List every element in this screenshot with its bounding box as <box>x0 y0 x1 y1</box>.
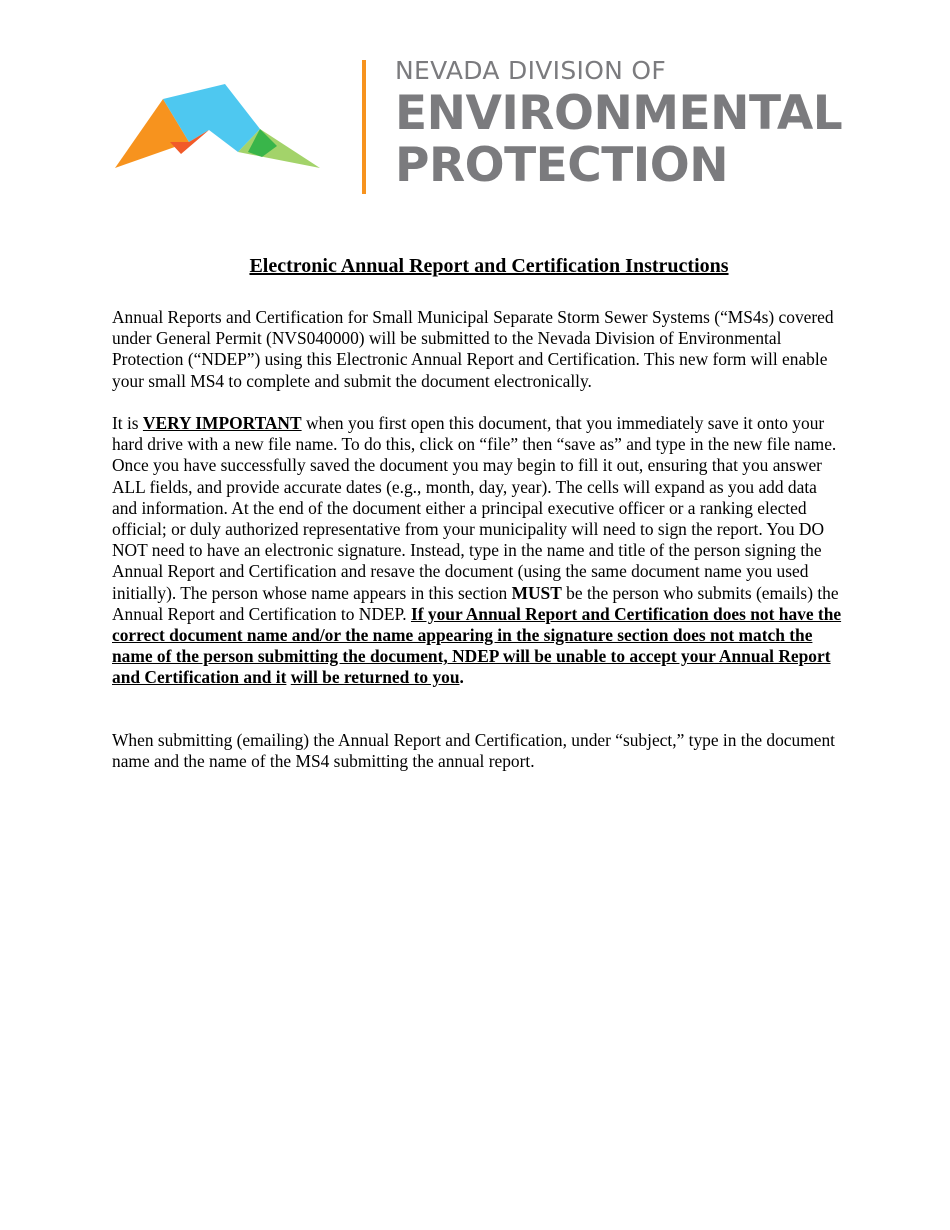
warning-part-1: If your Annual Report and Certification does not have the correct document name and/or the name appearing in the signature section does not match the name of the person submitting the document, NDEP will be unable to accept your Annual Report <box>112 603 842 667</box>
warning-part-3: will be returned to you <box>290 667 460 688</box>
instructions-paragraph <box>112 413 842 689</box>
warning-end: . <box>459 667 464 688</box>
intro-paragraph: Annual Reports and Certification for Small Municipal Separate Storm Sewer Systems (“MS4s) covered under General Permit (NVS040000) will be submitted to the Nevada Division of Environmental Protection (“NDEP”) using this Electronic Annual Report and Certification. This new form will enable your small MS4 to complete and submit the document electronically. <box>112 307 834 391</box>
logo-line-environmental: ENVIRONMENTAL <box>395 86 843 141</box>
instructions-body: when you first open this document, that you immediately save it onto your hard drive with a new file name. To do this, click on “file” then “save as” and type in the new file name. Once you have successfully saved the document you may begin to fill it out, ensuring that you answer ALL fields, and provide accurate dates (e.g., month, day, year). The cells will expand as you add data and information. At the end of the document either a principal executive officer or a ranking elected official; or duly authorized representative from your municipality will need to sign the report. You DO NOT need to have an electronic signature. Instead, type in the name and title of the person signing the Annual Report and Certification and resave the document (using the same document name you used initially). The person whose name appears in this section <box>112 413 837 603</box>
instructions-prefix: It is <box>112 413 143 433</box>
very-important-emphasis: VERY IMPORTANT <box>142 413 302 433</box>
logo-line-protection: PROTECTION <box>395 138 729 193</box>
ndep-logo-wordmark <box>395 54 842 192</box>
warning-part-2: and Certification and it <box>112 667 287 688</box>
instructions-after-must: be the person who submits (emails) the Annual Report and Certification to NDEP. <box>112 582 839 624</box>
must-emphasis: MUST <box>511 582 562 603</box>
logo-line-division: NEVADA DIVISION OF <box>395 56 667 85</box>
submission-paragraph: When submitting (emailing) the Annual Report and Certification, under “subject,” type in the document name and the name of the MS4 submitting the annual report. <box>112 730 835 772</box>
ndep-logo-mountains <box>115 82 320 172</box>
logo-divider <box>362 60 366 194</box>
document-title: Electronic Annual Report and Certification Instructions <box>249 255 729 277</box>
